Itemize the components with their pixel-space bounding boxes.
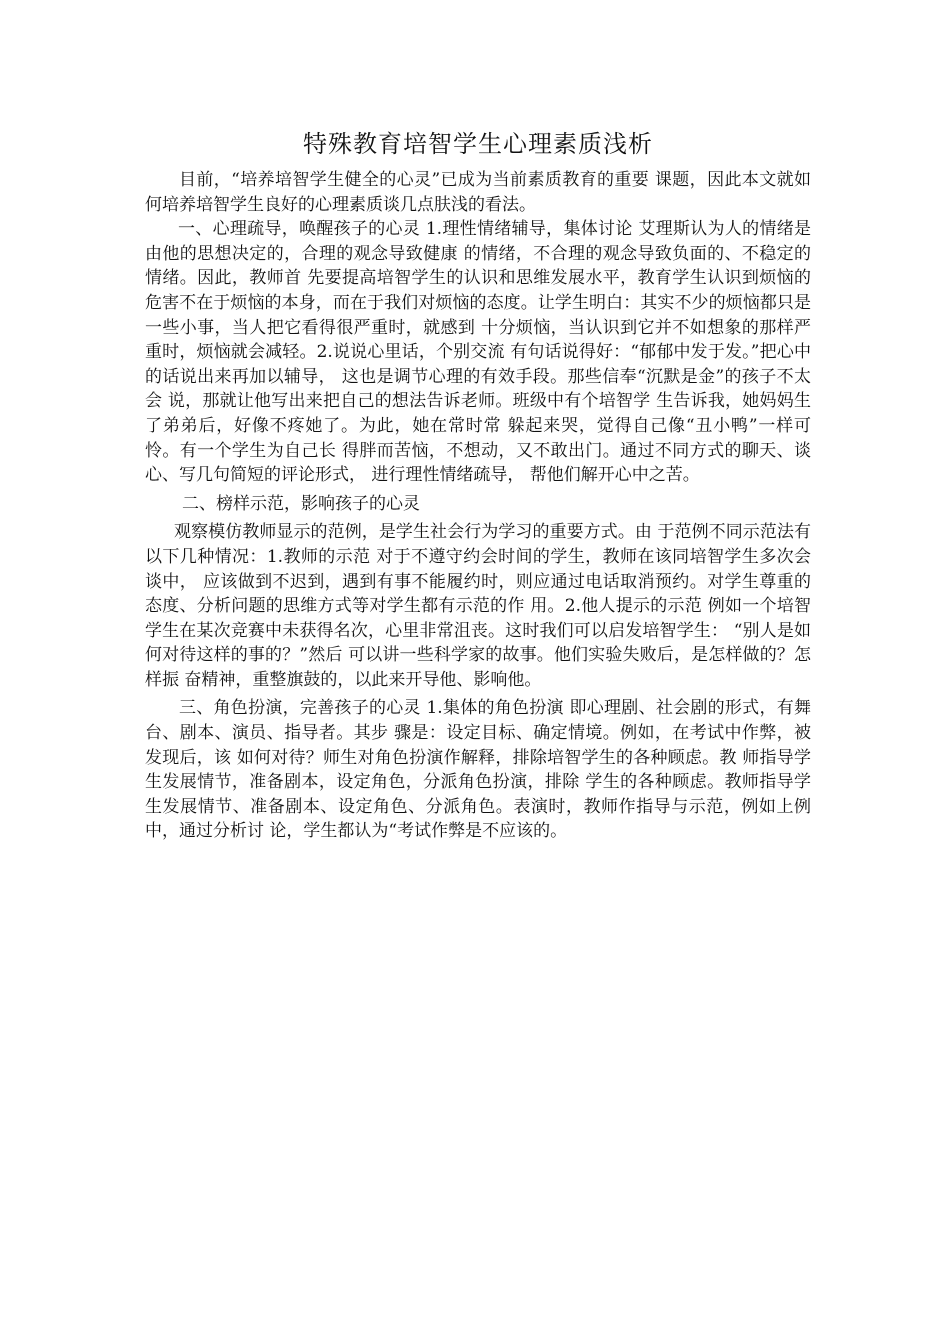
intro-paragraph: 目前，“培养培智学生健全的心灵”已成为当前素质教育的重要 课题，因此本文就如何培养培智学生良好的心理素质谈几点肤浅的看法。: [145, 170, 811, 215]
document-page: [145, 128, 817, 844]
section-3-paragraph: 三、角色扮演，完善孩子的心灵 1.集体的角色扮演 即心理剧、社会剧的形式，有舞台、剧本、演员、指导者。其步 骤是：设定目标、确定情境。例如，在考试中作弊，被发现后，该 如何对待？师生对角色扮演作解释，排除培智学生的各种顾虑。教 师指导学生发展情节，准备剧本，设定角色，分派角色扮演，排除 学生的各种顾虑。教师指导学生发展情节、准备剧本、设定角色、分派角色。表演时，教师作指导与示范，例如上例中，通过分析讨 论，学生都认为“考试作弊是不应该的。: [145, 698, 811, 842]
section-2-heading: 二、榜样示范，影响孩子的心灵: [182, 493, 420, 514]
document-title: 特殊教育培智学生心理素质浅析: [303, 130, 653, 158]
section-2-paragraph: 观察模仿教师显示的范例，是学生社会行为学习的重要方式。由 于范例不同示范法有以下几种情况：1.教师的示范 对于不遵守约会时间的学生，教师在该同培智学生多次会谈中， 应该做到不迟到，遇到有事不能履约时，则应通过电话取消预约。对学生尊重的态度、分析问题的思维方式等对学生都有示范的作 用。2.他人提示的示范 例如一个培智学生在某次竞赛中未获得名次，心里非常沮丧。这时我们可以启发培智学生： “别人是如何对待这样的事的？”然后 可以讲一些科学家的故事。他们实验失败后，是怎样做的？怎样振 奋精神，重整旗鼓的，以此来开导他、影响他。: [145, 522, 811, 690]
section-1-paragraph: 一、心理疏导，唤醒孩子的心灵 1.理性情绪辅导，集体讨论 艾理斯认为人的情绪是由他的思想决定的，合理的观念导致健康 的情绪，不合理的观念导致负面的、不稳定的情绪。因此，教师首 先要提高培智学生的认识和思维发展水平，教育学生认识到烦恼的 危害不在于烦恼的本身，而在于我们对烦恼的态度。让学生明白：其实不少的烦恼都只是一些小事，当人把它看得很严重时，就感到 十分烦恼，当认识到它并不如想象的那样严重时，烦恼就会减轻。2.说说心里话，个别交流 有句话说得好：“郁郁中发于发。”把心中的话说出来再加以辅导， 这也是调节心理的有效手段。那些信奉“沉默是金”的孩子不太会 说，那就让他写出来把自己的想法告诉老师。班级中有个培智学 生告诉我，她妈妈生了弟弟后，好像不疼她了。为此，她在常时常 躲起来哭，觉得自己像“丑小鸭”一样可怜。有一个学生为自己长 得胖而苦恼，不想动，又不敢出门。通过不同方式的聊天、谈心、写几句简短的评论形式， 进行理性情绪疏导， 帮他们解开心中之苦。: [145, 219, 817, 486]
